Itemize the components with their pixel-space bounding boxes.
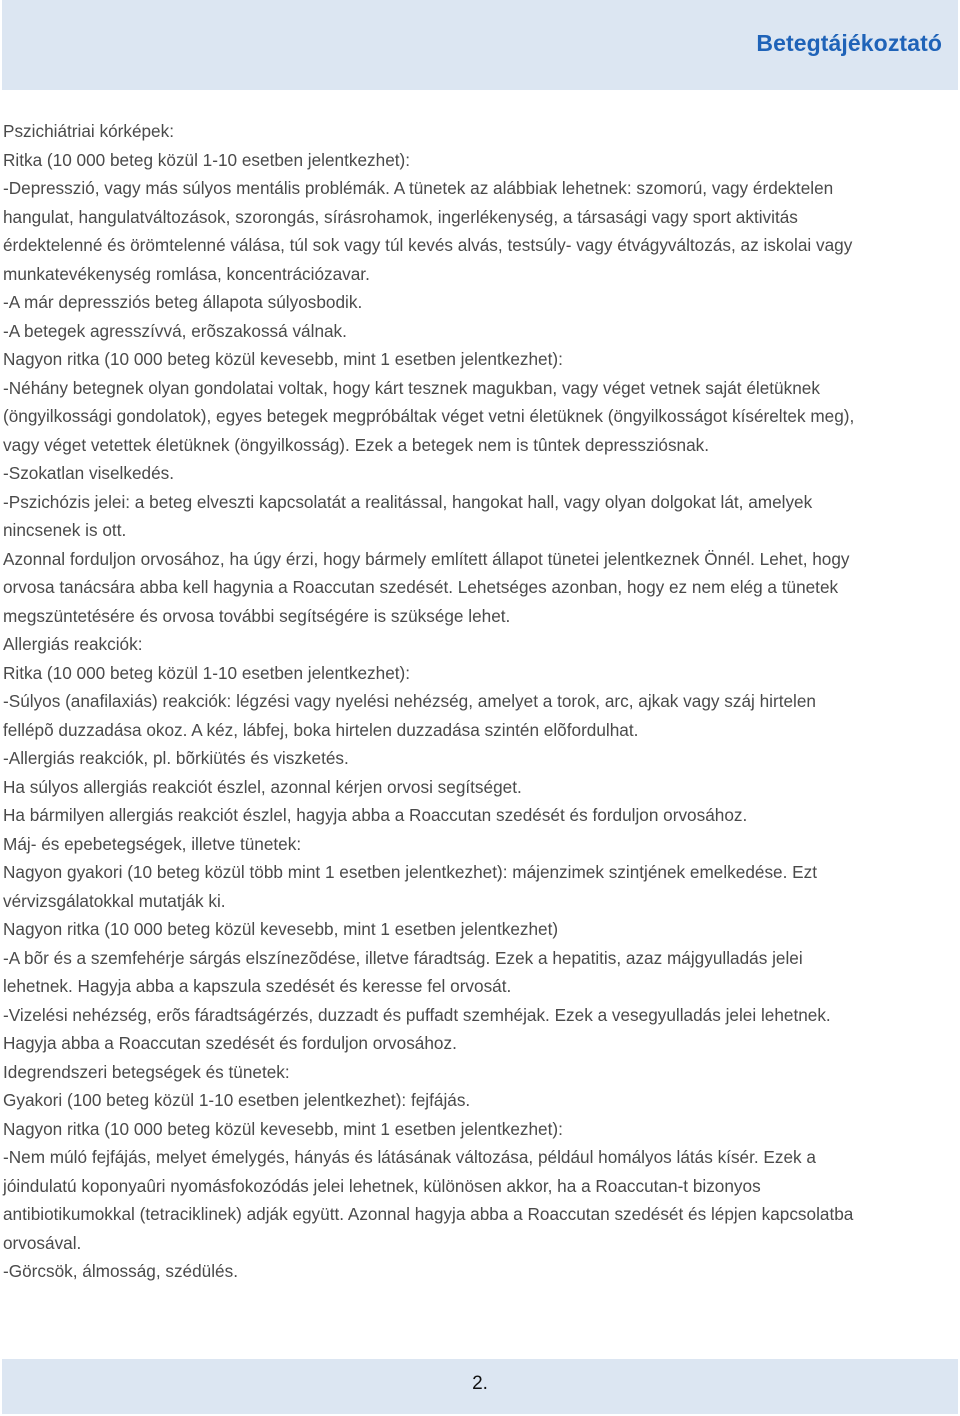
text-line: Ha súlyos allergiás reakciót észlel, azonnal kérjen orvosi segítséget. (3, 776, 522, 797)
text-line: Idegrendszeri betegségek és tünetek: (3, 1061, 290, 1082)
text-line: -Pszichózis jelei: a beteg elveszti kapcsolatát a realitással, hangokat hall, vagy olyan dolgokat lát, amelyek (3, 491, 813, 512)
text-line: Hagyja abba a Roaccutan szedését és forduljon orvosához. (3, 1033, 457, 1053)
text-line: munkatevékenység romlása, koncentrációzavar. (3, 263, 370, 284)
text-line: -A már depressziós beteg állapota súlyosbodik. (3, 292, 363, 312)
text-line: -Depresszió, vagy más súlyos mentális problémák. A tünetek az alábbiak lehetnek: szomorú, vagy érdektelen (3, 178, 834, 198)
text-line: lehetnek. Hagyja abba a kapszula szedését és keresse fel orvosát. (3, 976, 512, 996)
text-line: -Súlyos (anafilaxiás) reakciók: légzési vagy nyelési nehézség, amelyet a torok, arc, ajkak vagy száj hirtelen (3, 691, 816, 711)
text-line: -A betegek agresszívvá, erõszakossá válnak. (3, 320, 347, 341)
text-line: Gyakori (100 beteg közül 1-10 esetben jelentkezhet): fejfájás. (3, 1090, 471, 1110)
text-line: Azonnal forduljon orvosához, ha úgy érzi, hogy bármely említett állapot tünetei jelentkeznek Önnél. Lehet, hogy (3, 548, 850, 569)
text-line: Nagyon ritka (10 000 beteg közül kevesebb, mint 1 esetben jelentkezhet): (3, 1118, 563, 1139)
text-line: Nagyon gyakori (10 beteg közül több mint 1 esetben jelentkezhet): májenzimek szintjének emelkedése. Ezt (3, 862, 817, 882)
text-line: orvosával. (3, 1232, 82, 1253)
header-band (2, 0, 958, 90)
text-line: -Néhány betegnek olyan gondolatai voltak, hogy kárt tesznek magukban, vagy véget vetnek saját életüknek (3, 377, 820, 398)
text-line: orvosa tanácsára abba kell hagynia a Roaccutan szedését. Lehetséges azonban, hogy ez nem elég a tünetek (3, 577, 839, 597)
text-line: antibiotikumokkal (tetraciklinek) adják együtt. Azonnal hagyja abba a Roaccutan szedését és lépjen kapcsolatba (3, 1204, 854, 1224)
text-line: -A bõr és a szemfehérje sárgás elszínezõdése, illetve fáradtság. Ezek a hepatitis, azaz májgyulladás jelei (3, 947, 803, 968)
text-line: Pszichiátriai kórképek: (3, 121, 174, 141)
text-line: vérvizsgálatokkal mutatják ki. (3, 890, 226, 911)
text-line: (öngyilkossági gondolatok), egyes betegek megpróbáltak véget vetni életüknek (öngyilkosságot kíséreltek meg), (3, 406, 855, 426)
document-body (3, 117, 953, 1286)
text-line: Nagyon ritka (10 000 beteg közül kevesebb, mint 1 esetben jelentkezhet): (3, 349, 563, 369)
text-line: hangulat, hangulatváltozások, szorongás, sírásrohamok, ingerlékenység, a társasági vagy sport aktivitás (3, 206, 798, 227)
footer-band (2, 1359, 958, 1414)
text-line: -Allergiás reakciók, pl. bõrkiütés és viszketés. (3, 748, 349, 768)
text-line: Máj- és epebetegségek, illetve tünetek: (3, 833, 302, 854)
text-line: nincsenek is ott. (3, 520, 127, 540)
page-number: 2. (472, 1373, 488, 1394)
text-line: érdektelenné és örömtelenné válása, túl sok vagy túl kevés alvás, testsúly- vagy étvágyváltozás, az iskolai vagy (3, 235, 853, 255)
text-line: -Nem múló fejfájás, melyet émelygés, hányás és látásának változása, például homályos látás kísér. Ezek a (3, 1147, 816, 1167)
text-line: jóindulatú koponyaûri nyomásfokozódás jelei lehetnek, különösen akkor, ha a Roaccutan-t bizonyos (3, 1175, 761, 1196)
text-line: megszüntetésére és orvosa további segítségére is szüksége lehet. (3, 605, 511, 626)
text-line: Allergiás reakciók: (3, 634, 143, 654)
document-title: Betegtájékoztató (756, 30, 942, 56)
text-line: Ritka (10 000 beteg közül 1-10 esetben jelentkezhet): (3, 662, 411, 683)
text-line: Nagyon ritka (10 000 beteg közül kevesebb, mint 1 esetben jelentkezhet) (3, 919, 559, 939)
text-line: vagy véget vetettek életüknek (öngyilkosság). Ezek a betegek nem is tûntek depressziósnak. (3, 434, 710, 455)
text-line: -Szokatlan viselkedés. (3, 463, 175, 483)
text-line: Ha bármilyen allergiás reakciót észlel, hagyja abba a Roaccutan szedését és forduljon orvosához. (3, 805, 748, 825)
text-line: -Görcsök, álmosság, szédülés. (3, 1261, 238, 1281)
text-line: fellépõ duzzadása okoz. A kéz, lábfej, boka hirtelen duzzadása szintén elõfordulhat. (3, 719, 639, 740)
text-line: Ritka (10 000 beteg közül 1-10 esetben jelentkezhet): (3, 149, 411, 170)
text-line: -Vizelési nehézség, erõs fáradtságérzés, duzzadt és puffadt szemhéjak. Ezek a vesegyulladás jelei lehetnek. (3, 1004, 831, 1025)
